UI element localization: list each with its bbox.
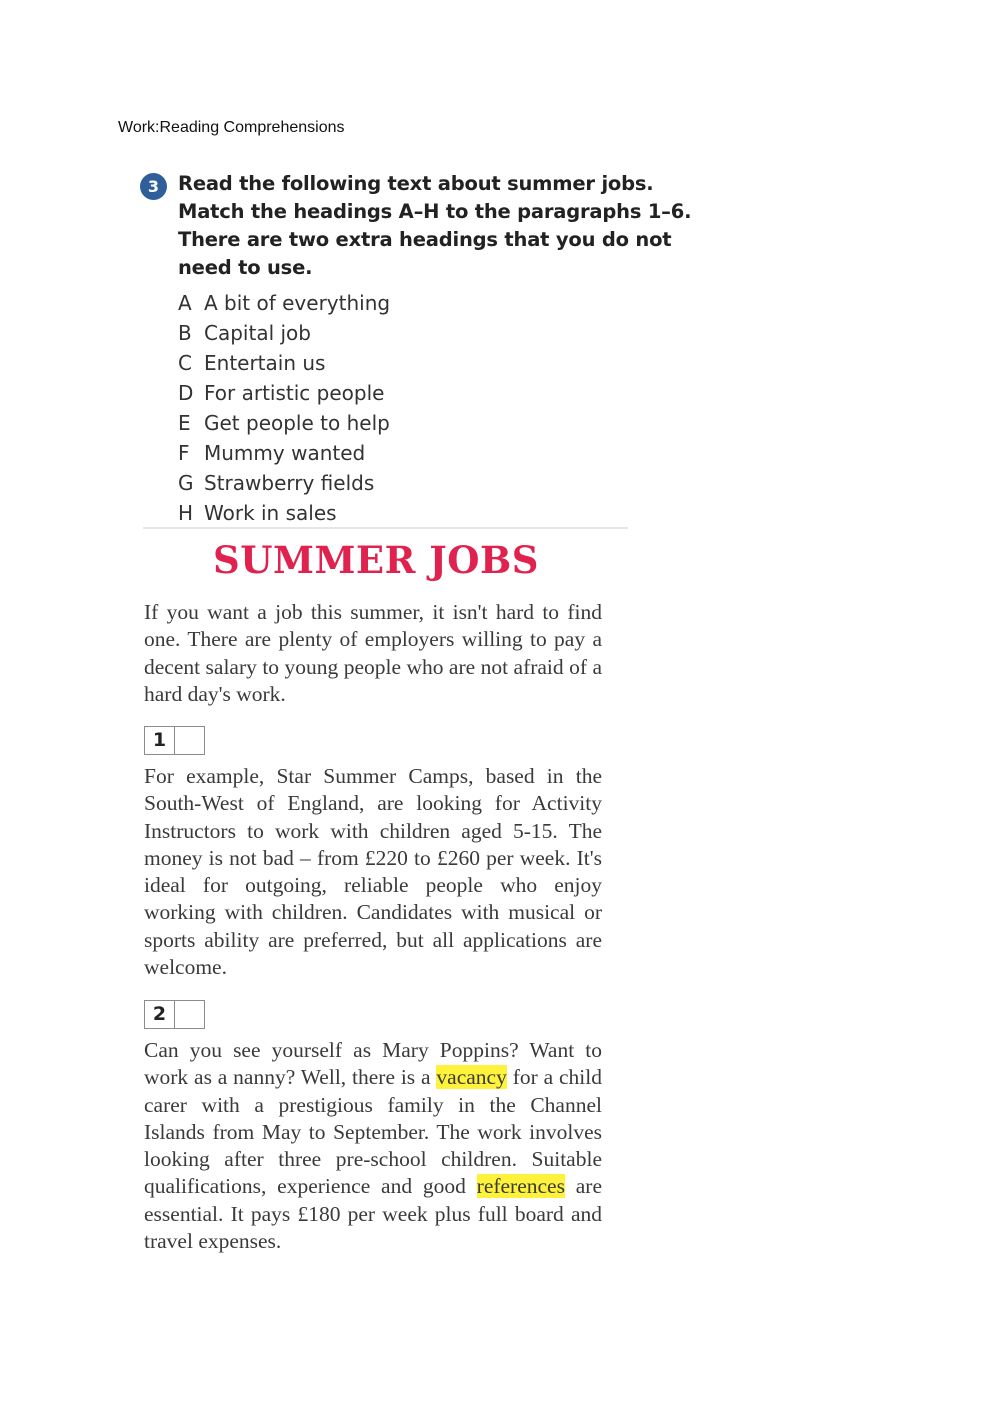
answer-box-1[interactable] (144, 726, 205, 755)
heading-letter: E (178, 411, 191, 435)
text-segment: are essential. It pays £180 per week plus full board and travel expenses. (144, 1174, 602, 1254)
section-divider (143, 527, 628, 529)
heading-text: Get people to help (204, 411, 390, 435)
highlighted-word-references: references (476, 1174, 565, 1199)
heading-text: For artistic people (204, 381, 385, 405)
paragraph-1-text: For example, Star Summer Camps, based in the South-West of England, are looking for Activity Instructors to work with children aged 5-15. The money is not bad – from £220 to £260 per week. It's ideal for outgoing, reliable people who enjoy working with children. Candidates with musical or sports ability are preferred, but all applications are welcome. (144, 764, 602, 980)
document-header: Work:Reading Comprehensions (118, 119, 345, 136)
answer-box-2[interactable] (144, 1000, 205, 1029)
paragraph-number: 1 (145, 727, 175, 754)
heading-text: Mummy wanted (204, 441, 366, 465)
heading-text: Work in sales (204, 501, 337, 525)
heading-letter: G (178, 471, 194, 495)
paragraph-number: 2 (145, 1001, 175, 1028)
text-segment: for a child carer with a prestigious family in the Channel Islands from May to September. The work involves looking after three pre-school children. Suitable qualifications, experience and good (144, 1065, 602, 1199)
heading-item-a (178, 288, 720, 318)
heading-text: Entertain us (204, 351, 326, 375)
task-block (140, 170, 720, 528)
heading-text: A bit of everything (204, 291, 391, 315)
heading-text: Capital job (204, 321, 311, 345)
heading-letter: H (178, 501, 194, 525)
heading-letter: B (178, 321, 192, 345)
heading-text: Strawberry fields (204, 471, 375, 495)
text-segment: Can you see yourself as Mary Poppins? Want to work as a nanny? Well, there is a (144, 1038, 602, 1090)
article-title: SUMMER JOBS (213, 538, 539, 582)
paragraph-2-text (144, 1037, 602, 1255)
heading-item-g (178, 468, 720, 498)
answer-blank[interactable] (175, 727, 204, 754)
heading-item-e (178, 408, 720, 438)
heading-item-c (178, 348, 720, 378)
heading-letter: D (178, 381, 194, 405)
heading-item-d (178, 378, 720, 408)
heading-item-h (178, 498, 720, 528)
highlighted-word-vacancy: vacancy (436, 1065, 507, 1090)
answer-blank[interactable] (175, 1001, 204, 1028)
heading-item-b (178, 318, 720, 348)
headings-list (178, 288, 720, 528)
article-intro: If you want a job this summer, it isn't hard to find one. There are plenty of employers willing to pay a decent salary to young people who are not afraid of a hard day's work. (144, 600, 602, 706)
heading-item-f (178, 438, 720, 468)
task-instruction: Read the following text about summer jobs. Match the headings A–H to the paragraphs 1–6. There are two extra headings that you do not need to use. (178, 172, 692, 279)
heading-letter: C (178, 351, 192, 375)
heading-letter: F (178, 441, 190, 465)
heading-letter: A (178, 291, 192, 315)
task-number-badge: 3 (140, 173, 167, 200)
